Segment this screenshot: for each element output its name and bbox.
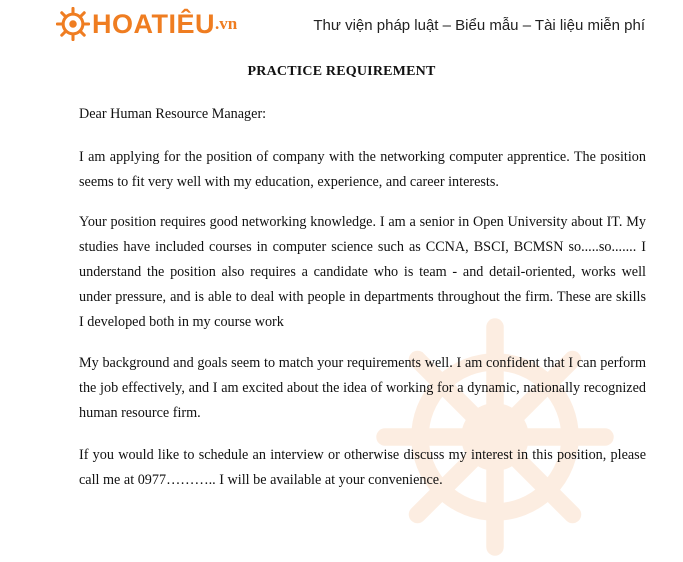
paragraph-4: If you would like to schedule an interview or otherwise discuss my interest in this position, please call me at 0977……….. I will be available at your convenience. (79, 447, 646, 488)
paragraph-1: I am applying for the position of company with the networking computer apprentice. The position seems to fit very well with my education, experience, and career interests. (79, 149, 646, 190)
header-tagline: Thư viện pháp luật – Biểu mẫu – Tài liệu miễn phí (313, 17, 645, 34)
brand-logo[interactable] (56, 6, 237, 42)
document-title: PRACTICE REQUIREMENT (247, 64, 436, 79)
ship-wheel-icon (56, 7, 90, 41)
page-header (0, 0, 683, 50)
paragraph-2: Your position requires good networking knowledge. I am a senior in Open University about IT. My studies have included courses in computer science such as CCNA, BSCI, BCMSN so.....so....... I understand the position also requires a candidate who is team - and detail-oriented, works well under pressure, and is able to deal with people in departments throughout the firm. These are skills I developed both in my course work (79, 214, 646, 330)
paragraph-3: My background and goals seem to match your requirements well. I am confident that I can perform the job effectively, and I am excited about the idea of working for a dynamic, nationally recognized human resource firm. (79, 355, 646, 421)
logo-suffix: .vn (215, 14, 238, 33)
salutation: Dear Human Resource Manager: (79, 106, 267, 122)
logo-text: HOATIÊU (92, 8, 215, 39)
watermark-wheel-icon (370, 312, 620, 562)
